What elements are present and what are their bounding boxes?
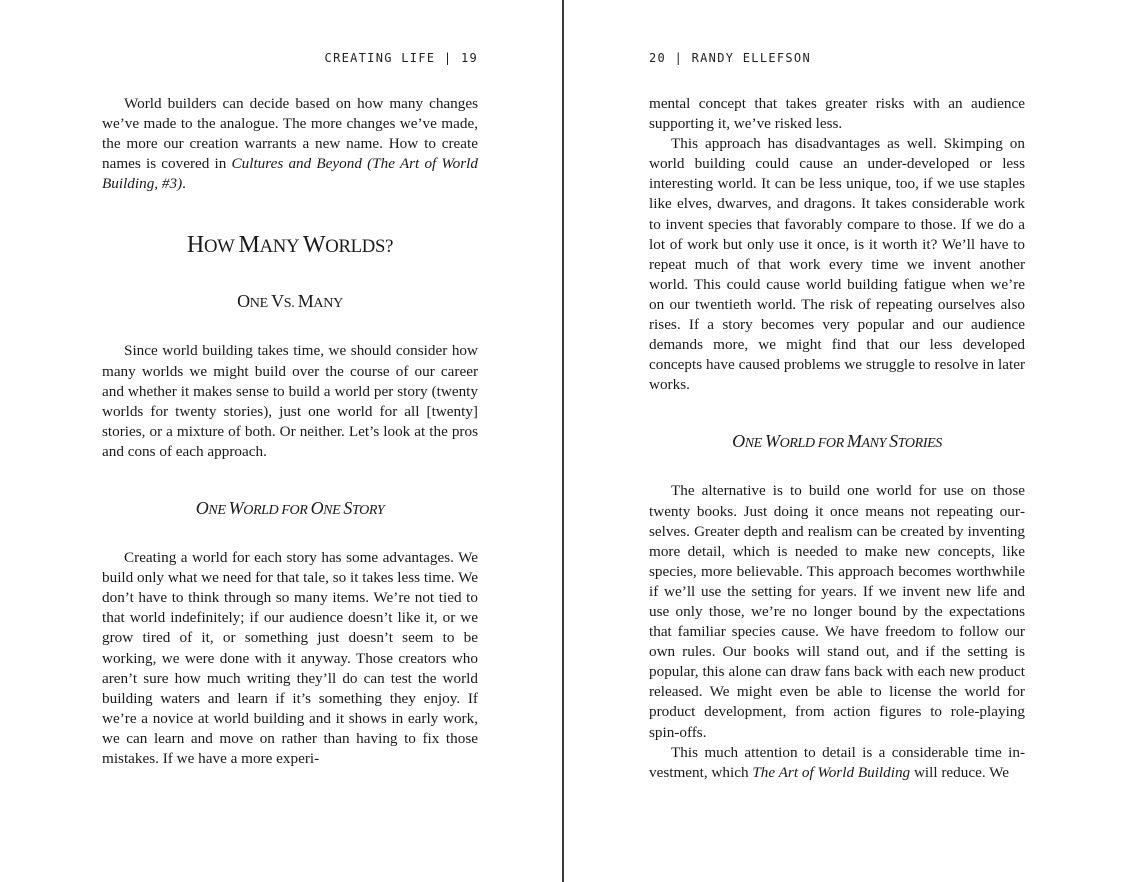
- heading-one-world-one-story: ONE WORLD FOR ONE STORY: [195, 498, 385, 519]
- paragraph-attention-to-detail: [649, 743, 1025, 783]
- paragraph-disadvantages: This approach has disadvantages as well. Skimping on world building could cause an under-developed or less interesting world. It can be less unique, too, if we use staples like elves, dwarves, and dragons. It takes considerable work to invent species that favorably compare to those. If we do a lot of work but only use it once, is it worth it? We’ll have to repeat much of that work every time we invent another world. This could cause world building fatigue when we’re on our twentieth world. The risk of repeating ourselves also rises. If a story becomes very popular and our audience demands more, we might find that our less developed concepts have caused problems we struggle to resolve in later works.: [649, 135, 1025, 394]
- left-page: [102, 0, 478, 882]
- book-title-cultures: Cultures and Beyond (The Art of World Building, #3): [102, 155, 478, 193]
- attention-text: This much attention to detail is a considerable time investment, which: [649, 743, 1025, 781]
- heading-one-world-many-stories: ONE WORLD FOR MANY STORIES: [732, 431, 942, 452]
- right-page: [649, 0, 1025, 882]
- paragraph-continued: mental concept that takes greater risks with an audience supporting it, we’ve risked less.: [649, 95, 1025, 133]
- paragraph-since-world-building: Since world building takes time, we should consider how many worlds we might build over the course of our career and whether it makes sense to build a world per story (twenty worlds for twenty stories), just one world for all [twenty] stories, or a mixture of both. Or neither. Let’s look at the pros and cons of each approach.: [102, 342, 478, 460]
- running-head-left: CREATING LIFE | 19: [324, 51, 478, 65]
- attention-text-end: will reduce. We: [910, 763, 1010, 781]
- paragraph-creating-a-world: Creating a world for each story has some advantages. We build only what we need for that tale, so it takes less time. We don’t have to think through so many items. We’re not tied to that world indefinitely; if our audience doesn’t like it, or we grow tired of it, or something just doesn’t seem to be working, we were done with it anyway. Those creators who aren’t sure how much writing they’ll do can test the world building waters and learn if it’s something they enjoy. If we’re a novice at world building and it shows in early work, we can learn and move on rather than having to fix those mistakes. If we have a more experi-: [102, 549, 478, 767]
- page-gutter-divider: [562, 0, 564, 882]
- intro-paragraph: [102, 94, 478, 194]
- intro-text: World builders can decide based on how many changes we’ve made to the analogue. The more changes we’ve made, the more our creation warrants a new name. How to create names is covered in: [102, 95, 478, 173]
- book-title-art-of-world-building: The Art of World Building: [752, 763, 911, 781]
- running-head-right: 20 | RANDY ELLEFSON: [649, 51, 811, 65]
- paragraph-alternative: The alternative is to build one world for use on those twenty books. Just doing it once means not repeating ourselves. Greater depth and realism can be created by inventing more detail, which is needed to make new concepts, like species, more believable. This approach becomes worthwhile if we’ll use the setting for years. If we invent new life and use only those, we’re no longer bound by the expectations that familiar species cause. We have freedom to follow our own rules. Our books will stand out, and if the setting is popular, this alone can draw fans back with each new product released. We might even be able to license the world for product development, from action figures to role-playing spin-offs.: [649, 482, 1025, 741]
- heading-how-many-worlds: HOW MANY WORLDS?: [186, 232, 394, 259]
- right-body: [649, 94, 1025, 783]
- heading-one-vs-many: ONE VS. MANY: [237, 291, 343, 312]
- left-body: [102, 94, 478, 769]
- intro-text-end: .: [182, 175, 186, 193]
